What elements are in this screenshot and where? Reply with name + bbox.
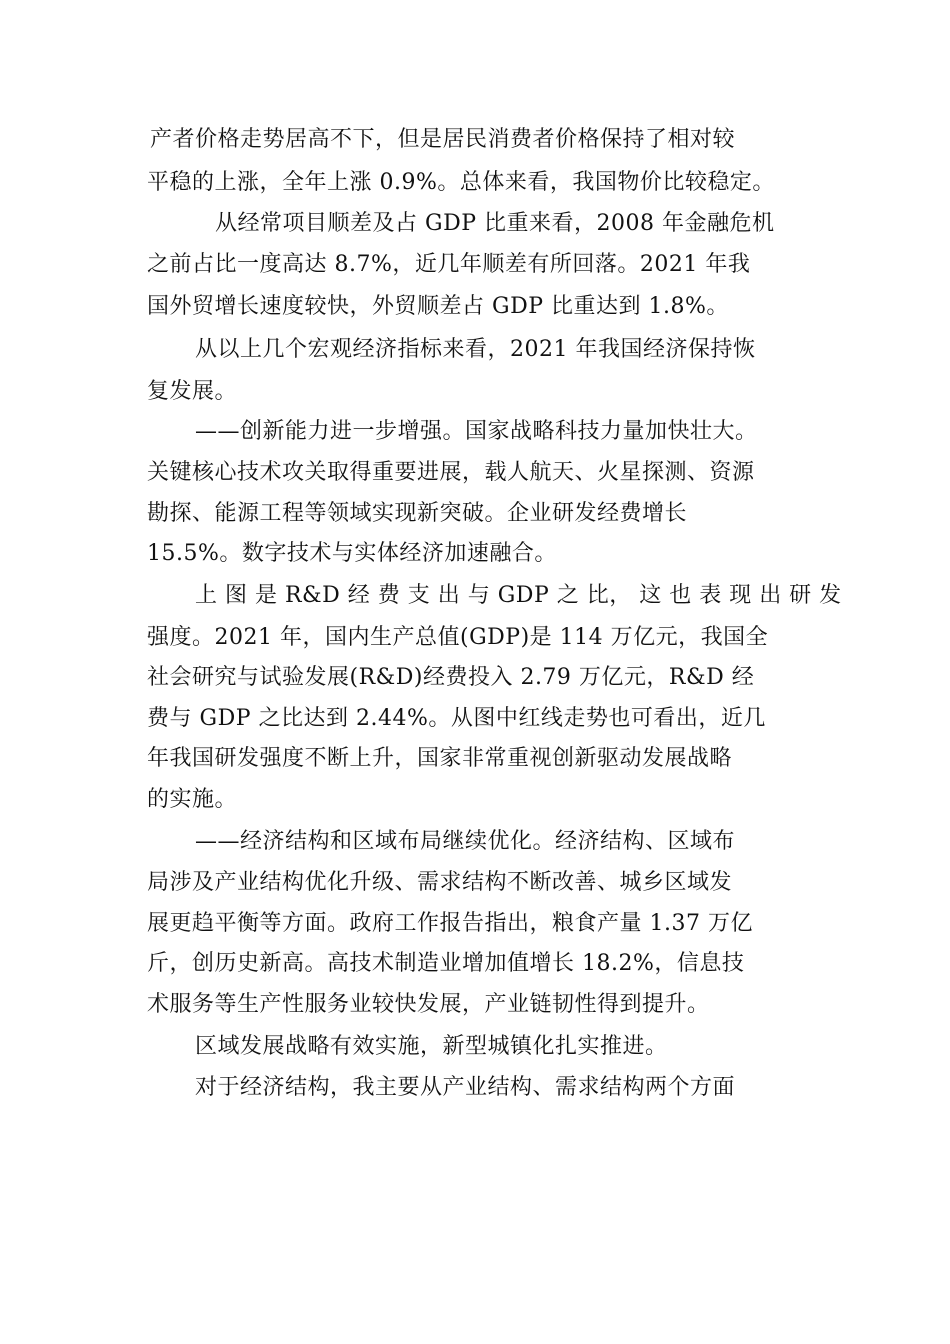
text-line: 局涉及产业结构优化升级、需求结构不断改善、城乡区域发 — [147, 870, 733, 895]
text-line: ——经济结构和区域布局继续优化。经济结构、区域布 — [195, 829, 736, 854]
text-line: 区域发展战略有效实施，新型城镇化扎实推进。 — [195, 1034, 668, 1059]
text-line: 之前占比一度高达 8.7%，近几年顺差有所回落。2021 年我 — [147, 252, 751, 277]
text-line: 勘探、能源工程等领域实现新突破。企业研发经费增长 — [147, 501, 688, 526]
text-line: 年我国研发强度不断上升，国家非常重视创新驱动发展战略 — [147, 746, 733, 771]
text-line: 斤，创历史新高。高技术制造业增加值增长 18.2%，信息技 — [147, 951, 745, 976]
text-line: 社会研究与试验发展(R&D)经费投入 2.79 万亿元，R&D 经 — [147, 665, 755, 690]
text-line: 从经常项目顺差及占 GDP 比重来看，2008 年金融危机 — [215, 211, 775, 236]
text-line: 从以上几个宏观经济指标来看，2021 年我国经济保持恢 — [195, 337, 756, 362]
text-line: 复发展。 — [147, 379, 238, 404]
text-line: 产者价格走势居高不下，但是居民消费者价格保持了相对较 — [150, 127, 736, 152]
text-line: ——创新能力进一步增强。国家战略科技力量加快壮大。 — [195, 419, 758, 444]
text-line: 15.5%。数字技术与实体经济加速融合。 — [147, 541, 557, 566]
text-line: 术服务等生产性服务业较快发展，产业链韧性得到提升。 — [147, 992, 710, 1017]
text-line: 的实施。 — [147, 787, 238, 812]
text-line: 展更趋平衡等方面。政府工作报告指出，粮食产量 1.37 万亿 — [147, 911, 753, 936]
text-line: 强度。2021 年，国内生产总值(GDP)是 114 万亿元，我国全 — [147, 625, 769, 650]
text-line: 平稳的上涨，全年上涨 0.9%。总体来看，我国物价比较稳定。 — [147, 170, 775, 195]
text-line: 费与 GDP 之比达到 2.44%。从图中红线走势也可看出，近几 — [147, 706, 766, 731]
text-line: 国外贸增长速度较快，外贸顺差占 GDP 比重达到 1.8%。 — [147, 294, 729, 319]
text-line: 上 图 是 R&D 经 费 支 出 与 GDP 之 比， 这 也 表 现 出 研 发 — [195, 583, 842, 608]
text-line: 关键核心技术攻关取得重要进展，载人航天、火星探测、资源 — [147, 460, 755, 485]
text-line: 对于经济结构，我主要从产业结构、需求结构两个方面 — [195, 1075, 736, 1100]
